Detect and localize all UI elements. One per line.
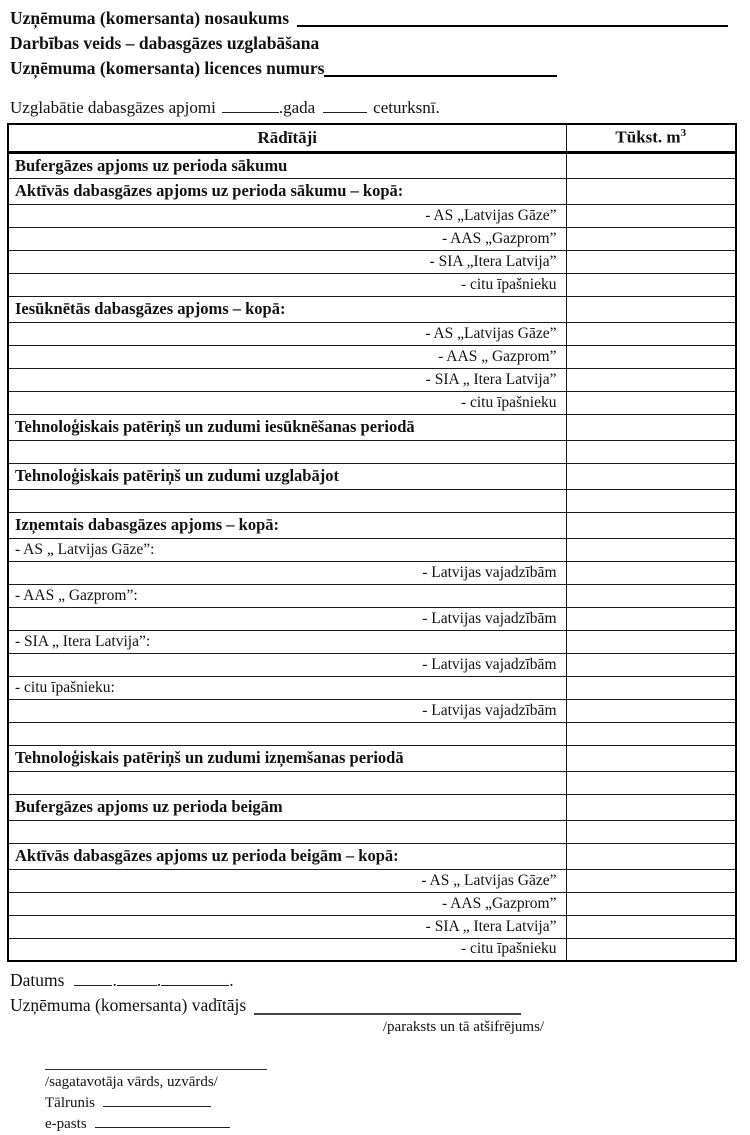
- row-value-cell: [566, 178, 736, 204]
- row-label: - AS „Latvijas Gāze”: [8, 322, 566, 345]
- row-label: - Latvijas vajadzībām: [8, 561, 566, 584]
- row-label: [8, 489, 566, 512]
- row-value-cell: [566, 227, 736, 250]
- date-dot: .: [112, 970, 117, 990]
- form-table-body: [8, 152, 736, 961]
- table-row: [8, 561, 736, 584]
- row-label: Iesūknētās dabasgāzes apjoms – kopā:: [8, 296, 566, 322]
- row-label: - AS „ Latvijas Gāze”:: [8, 538, 566, 561]
- row-label: - citu īpašnieku: [8, 391, 566, 414]
- table-row: [8, 296, 736, 322]
- row-value-cell: [566, 722, 736, 745]
- row-value-cell: [566, 938, 736, 961]
- table-row: [8, 584, 736, 607]
- row-label: Aktīvās dabasgāzes apjoms uz perioda sākumu – kopā:: [8, 178, 566, 204]
- date-dot: .: [156, 970, 162, 990]
- table-row: [8, 630, 736, 653]
- row-label: - AAS „Gazprom”: [8, 892, 566, 915]
- row-value-cell: [566, 869, 736, 892]
- table-row: [8, 699, 736, 722]
- signature-note: /paraksts un tā atšifrējums/: [382, 1019, 545, 1035]
- row-value-cell: [566, 676, 736, 699]
- row-label: - AAS „ Gazprom”:: [8, 584, 566, 607]
- company-name-blank: [297, 6, 728, 27]
- row-value-cell: [566, 771, 736, 794]
- row-label: [8, 820, 566, 843]
- row-label: Tehnoloģiskais patēriņš un zudumi iesūknēšanas periodā: [8, 414, 566, 440]
- email-blank: [95, 1116, 230, 1128]
- row-label: - Latvijas vajadzībām: [8, 653, 566, 676]
- report-subtitle: [10, 97, 740, 119]
- table-row: [8, 178, 736, 204]
- table-row: [8, 676, 736, 699]
- row-label: - Latvijas vajadzībām: [8, 699, 566, 722]
- table-row: [8, 722, 736, 745]
- row-value-cell: [566, 273, 736, 296]
- row-label: Bufergāzes apjoms uz perioda beigām: [8, 794, 566, 820]
- row-value-cell: [566, 204, 736, 227]
- gas-volumes-table: [7, 123, 737, 962]
- row-value-cell: [566, 699, 736, 722]
- units-column-header: Tūkst. $m^3$: [566, 124, 736, 152]
- quarter-blank: [323, 99, 367, 113]
- row-label: Bufergāzes apjoms uz perioda sākumu: [8, 152, 566, 178]
- table-row: [8, 368, 736, 391]
- manager-signature-blank: [254, 993, 521, 1015]
- phone-blank: [103, 1095, 211, 1107]
- manager-label: Uzņēmuma (komersanta) vadītājs: [10, 995, 247, 1015]
- form-header: [10, 6, 740, 81]
- row-value-cell: [566, 512, 736, 538]
- activity-type-line: [10, 31, 740, 56]
- row-label: - SIA „ Itera Latvija”:: [8, 630, 566, 653]
- row-label: [8, 440, 566, 463]
- row-value-cell: [566, 630, 736, 653]
- row-value-cell: [566, 440, 736, 463]
- preparer-block: [45, 1060, 750, 1135]
- row-value-cell: [566, 915, 736, 938]
- preparer-note: /sagatavotāja vārds, uzvārds/: [45, 1074, 218, 1090]
- row-value-cell: [566, 250, 736, 273]
- row-label: - AAS „Gazprom”: [8, 227, 566, 250]
- row-value-cell: [566, 489, 736, 512]
- row-label: - Latvijas vajadzībām: [8, 607, 566, 630]
- row-label: - AS „ Latvijas Gāze”: [8, 869, 566, 892]
- row-label: Izņemtais dabasgāzes apjoms – kopā:: [8, 512, 566, 538]
- email-label: e-pasts: [45, 1116, 87, 1132]
- row-value-cell: [566, 794, 736, 820]
- year-blank: [222, 99, 279, 113]
- date-label: Datums: [10, 970, 65, 990]
- table-row: [8, 892, 736, 915]
- row-label: [8, 722, 566, 745]
- preparer-name-blank: [45, 1060, 267, 1070]
- signature-block: [10, 968, 740, 1037]
- row-value-cell: [566, 820, 736, 843]
- licence-number-blank: [324, 75, 557, 77]
- date-dot: .: [229, 970, 234, 990]
- row-value-cell: [566, 152, 736, 178]
- table-row: [8, 843, 736, 869]
- table-row: [8, 869, 736, 892]
- row-value-cell: [566, 745, 736, 771]
- row-label: - SIA „ Itera Latvija”: [8, 368, 566, 391]
- table-row: [8, 391, 736, 414]
- row-value-cell: [566, 653, 736, 676]
- table-row: [8, 463, 736, 489]
- table-row: [8, 152, 736, 178]
- row-label: [8, 771, 566, 794]
- row-value-cell: [566, 345, 736, 368]
- date-day-blank: [74, 972, 112, 986]
- table-row: [8, 771, 736, 794]
- row-value-cell: [566, 561, 736, 584]
- subtitle-label: Uzglabātie dabasgāzes apjomi: [10, 98, 216, 117]
- row-label: - citu īpašnieku: [8, 273, 566, 296]
- row-label: - AS „Latvijas Gāze”: [8, 204, 566, 227]
- row-value-cell: [566, 584, 736, 607]
- row-value-cell: [566, 463, 736, 489]
- date-line: [10, 968, 740, 993]
- table-row: [8, 512, 736, 538]
- table-row: [8, 204, 736, 227]
- date-year-blank: [161, 972, 229, 986]
- row-label: Tehnoloģiskais patēriņš un zudumi izņemšanas periodā: [8, 745, 566, 771]
- row-value-cell: [566, 322, 736, 345]
- row-label: - SIA „ Itera Latvija”: [8, 915, 566, 938]
- row-value-cell: [566, 414, 736, 440]
- row-label: - AAS „ Gazprom”: [8, 345, 566, 368]
- table-row: [8, 489, 736, 512]
- table-row: [8, 273, 736, 296]
- row-value-cell: [566, 391, 736, 414]
- row-value-cell: [566, 538, 736, 561]
- row-label: - SIA „Itera Latvija”: [8, 250, 566, 273]
- table-row: [8, 607, 736, 630]
- table-row: [8, 322, 736, 345]
- ceturksni-label: ceturksnī.: [373, 98, 440, 117]
- table-row: [8, 745, 736, 771]
- date-month-blank: [117, 972, 157, 986]
- table-row: [8, 915, 736, 938]
- company-name-line: [10, 6, 740, 31]
- table-header-row: [8, 124, 736, 152]
- phone-line: [45, 1093, 750, 1114]
- table-row: [8, 227, 736, 250]
- email-line: [45, 1114, 750, 1135]
- indicators-column-header: Rādītāji: [8, 124, 566, 152]
- row-label: Tehnoloģiskais patēriņš un zudumi uzglabājot: [8, 463, 566, 489]
- row-label: - citu īpašnieku: [8, 938, 566, 961]
- table-row: [8, 820, 736, 843]
- phone-label: Tālrunis: [45, 1095, 95, 1111]
- row-value-cell: [566, 296, 736, 322]
- gada-label: .gada: [278, 98, 316, 117]
- row-value-cell: [566, 843, 736, 869]
- table-row: [8, 794, 736, 820]
- table-row: [8, 938, 736, 961]
- table-row: [8, 538, 736, 561]
- manager-line: [10, 993, 740, 1018]
- row-value-cell: [566, 607, 736, 630]
- table-row: [8, 250, 736, 273]
- table-row: [8, 414, 736, 440]
- activity-type-label: Darbības veids – dabasgāzes uzglabāšana: [10, 33, 320, 53]
- table-row: [8, 653, 736, 676]
- licence-number-line: [10, 56, 740, 81]
- table-row: [8, 345, 736, 368]
- row-label: - citu īpašnieku:: [8, 676, 566, 699]
- row-label: Aktīvās dabasgāzes apjoms uz perioda beigām – kopā:: [8, 843, 566, 869]
- row-value-cell: [566, 892, 736, 915]
- row-value-cell: [566, 368, 736, 391]
- licence-number-label: Uzņēmuma (komersanta) licences numurs: [10, 58, 325, 78]
- company-name-label: Uzņēmuma (komersanta) nosaukums: [10, 8, 290, 28]
- table-row: [8, 440, 736, 463]
